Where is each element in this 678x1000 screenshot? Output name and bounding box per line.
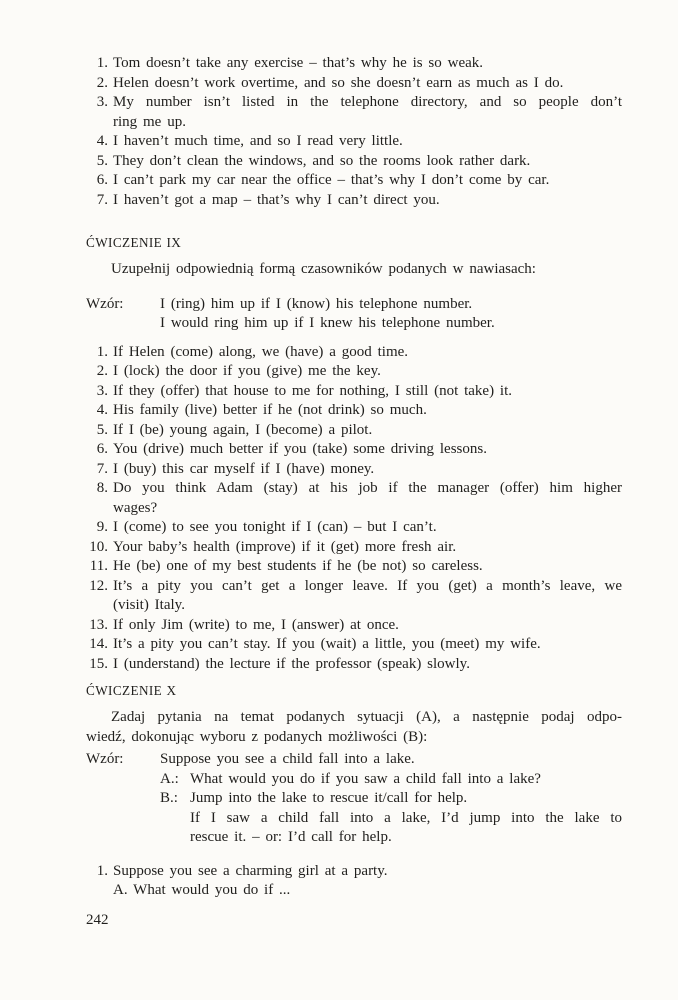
instruction-line: wiedź, dokonując wyboru z podanych możliwości (B):: [86, 728, 428, 745]
item-line: A. What would you do if ...: [113, 882, 291, 898]
item-number: 9.: [96, 519, 108, 535]
item-number: 6.: [96, 172, 108, 188]
item-number: 1.: [96, 862, 108, 879]
item-line: If Helen (come) along, we (have) a good time.: [113, 343, 409, 360]
example-line: I (ring) him up if I (know) his telephone number.: [160, 295, 473, 312]
exercise-ix-heading: ĆWICZENIE IX: [86, 235, 182, 250]
list-item: [86, 862, 622, 901]
item-number: 12.: [89, 577, 108, 594]
item-number: 13.: [89, 616, 108, 633]
answer-b-line: If I saw a child fall into a lake, I’d jump into the lake to: [190, 809, 622, 826]
list-item: [86, 93, 622, 132]
item-line: I haven’t got a map – that’s why I can’t direct you.: [113, 191, 440, 208]
answer-a-label: A.:: [160, 770, 179, 787]
item-line: Helen doesn’t work overtime, and so she doesn’t earn as much as I do.: [113, 74, 564, 91]
list-item: [86, 382, 622, 402]
item-line: If they (offer) that house to me for nothing, I still (not take) it.: [113, 382, 513, 399]
item-line: I (come) to see you tonight if I (can) – but I can’t.: [113, 519, 437, 535]
list-item: [86, 362, 622, 382]
item-number: 3.: [96, 94, 108, 110]
item-number: 1.: [96, 343, 108, 360]
wzor-label: Wzór:: [86, 295, 124, 312]
list-item: [86, 655, 622, 675]
exercise-x-heading: ĆWICZENIE X: [86, 683, 177, 698]
item-number: 4.: [96, 402, 108, 418]
item-line: They don’t clean the windows, and so the rooms look rather dark.: [113, 152, 531, 169]
item-line: Suppose you see a charming girl at a party.: [113, 862, 388, 879]
item-line: I can’t park my car near the office – that’s why I don’t come by car.: [113, 172, 550, 188]
list-item: [86, 343, 622, 363]
item-number: 7.: [96, 191, 108, 208]
item-line: If I (be) young again, I (become) a pilot.: [113, 421, 373, 438]
item-number: 11.: [89, 558, 108, 574]
answer-a-line: What would you do if you saw a child fall into a lake?: [190, 770, 541, 787]
list-item: [86, 54, 622, 74]
item-number: 10.: [89, 538, 108, 555]
example-answer-a: [160, 770, 622, 790]
item-number: 8.: [96, 480, 108, 496]
answer-b-line: Jump into the lake to rescue it/call for help.: [190, 790, 468, 806]
list-item: [86, 421, 622, 441]
page-number: 242: [86, 911, 109, 928]
item-number: 4.: [96, 133, 108, 149]
exercise-ix-list: [86, 343, 622, 675]
item-number: 2.: [96, 363, 108, 379]
list-item: [86, 440, 622, 460]
item-number: 6.: [96, 441, 108, 457]
list-item: [86, 538, 622, 558]
list-item: [86, 74, 622, 94]
item-line: I (understand) the lecture if the professor (speak) slowly.: [113, 655, 470, 672]
item-number: 3.: [96, 382, 108, 399]
list-item: [86, 635, 622, 655]
item-line: ring me up.: [113, 113, 186, 130]
exercise-ix-instruction: Uzupełnij odpowiednią formą czasowników podanych w nawiasach:: [111, 261, 536, 277]
item-line: He (be) one of my best students if he (be not) so careless.: [113, 558, 483, 574]
wzor-label: Wzór:: [86, 751, 124, 767]
item-line: Do you think Adam (stay) at his job if the manager (offer) him higher: [113, 480, 622, 496]
item-number: 2.: [96, 74, 108, 91]
list-item: [86, 616, 622, 636]
example-line: I would ring him up if I knew his telephone number.: [160, 315, 495, 331]
answer-b-line: rescue it. – or: I’d call for help.: [190, 829, 392, 845]
item-number: 5.: [96, 152, 108, 169]
item-number: 15.: [89, 655, 108, 672]
item-number: 5.: [96, 421, 108, 438]
list-item: [86, 132, 622, 152]
item-line: You (drive) much better if you (take) some driving lessons.: [113, 441, 487, 457]
item-line: Your baby’s health (improve) if it (get) more fresh air.: [113, 538, 457, 555]
exercise-x-instruction: [86, 708, 622, 747]
exercise-x-list: [86, 862, 622, 901]
list-item: [86, 518, 622, 538]
item-number: 14.: [89, 636, 108, 652]
exercise-ix-example: [86, 295, 622, 334]
item-line: wages?: [113, 499, 158, 516]
item-line: I (buy) this car myself if I (have) money.: [113, 460, 375, 477]
example-answer-b: [160, 789, 622, 848]
item-line: If only Jim (write) to me, I (answer) at once.: [113, 616, 399, 633]
item-line: It’s a pity you can’t get a longer leave. If you (get) a month’s leave, we: [113, 577, 622, 594]
item-number: 1.: [96, 55, 108, 71]
list-item: [86, 401, 622, 421]
item-line: (visit) Italy.: [113, 597, 185, 613]
answer-b-label: B.:: [160, 790, 178, 806]
item-line: I haven’t much time, and so I read very little.: [113, 133, 403, 149]
list-item: [86, 152, 622, 172]
item-line: His family (live) better if he (not drink) so much.: [113, 402, 427, 418]
instruction-line: Zadaj pytania na temat podanych sytuacji (A), a następnie podaj odpo-: [111, 709, 622, 725]
list-item: [86, 577, 622, 616]
item-line: I (lock) the door if you (give) me the key.: [113, 363, 381, 379]
top-exercise-list: [86, 54, 622, 210]
list-item: [86, 460, 622, 480]
item-number: 7.: [96, 460, 108, 477]
example-situation: Suppose you see a child fall into a lake.: [160, 751, 415, 767]
list-item: [86, 557, 622, 577]
item-line: Tom doesn’t take any exercise – that’s why he is so weak.: [113, 55, 484, 71]
item-line: It’s a pity you can’t stay. If you (wait) a little, you (meet) my wife.: [113, 636, 541, 652]
list-item: [86, 191, 622, 211]
item-line: My number isn’t listed in the telephone directory, and so people don’t: [113, 94, 622, 110]
exercise-x-example: [86, 750, 622, 848]
list-item: [86, 171, 622, 191]
list-item: [86, 479, 622, 518]
